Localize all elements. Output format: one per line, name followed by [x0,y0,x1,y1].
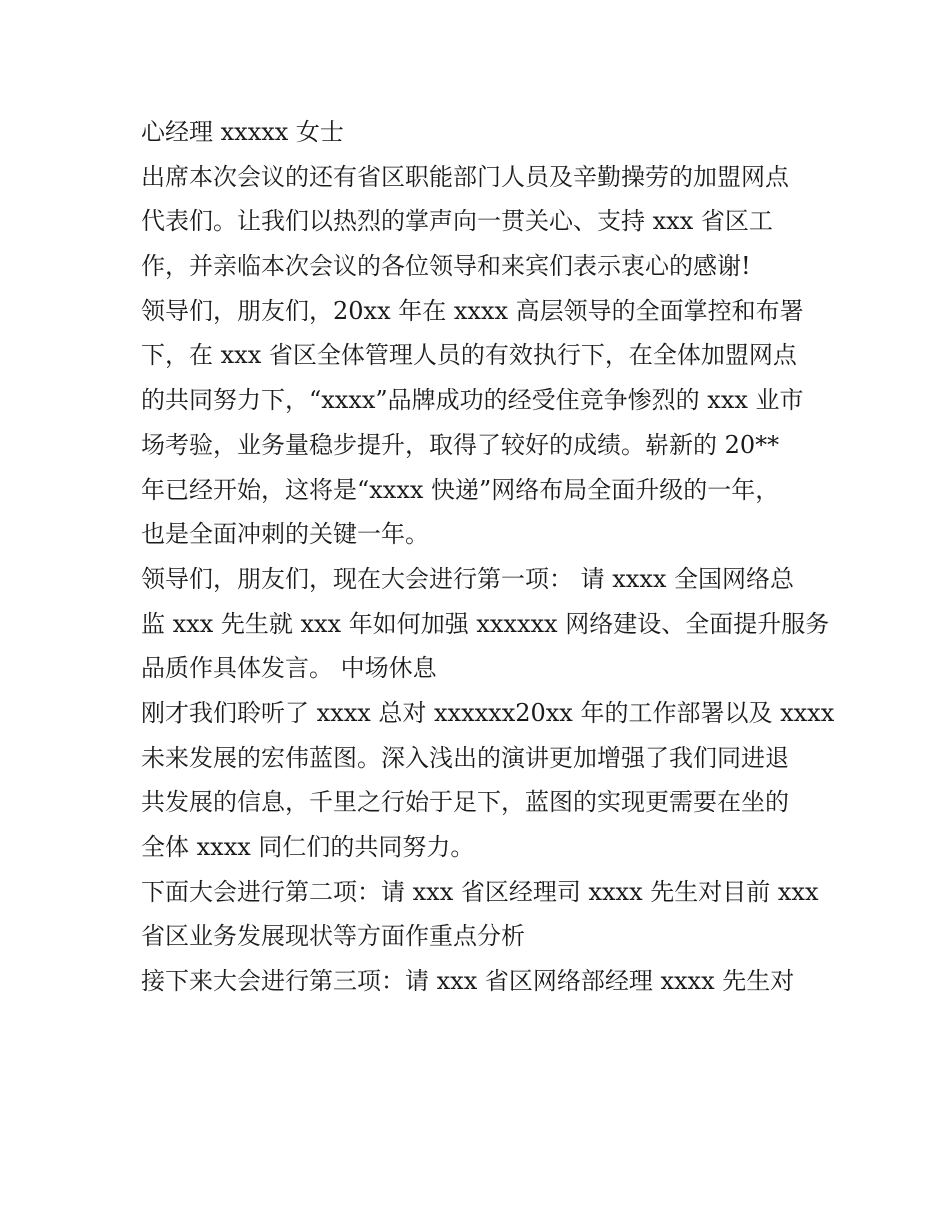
text-line: 接下来大会进行第三项：请 xxx 省区网络部经理 xxxx 先生对 [141,967,795,996]
text-line: 出席本次会议的还有省区职能部门人员及辛勤操劳的加盟网点 [141,162,789,191]
text-line: 代表们。让我们以热烈的掌声向一贯关心、支持 xxx 省区工 [141,207,773,236]
text-line: 领导们，朋友们，现在大会进行第一项： 请 xxxx 全国网络总 [141,564,795,593]
text-line: 场考验，业务量稳步提升，取得了较好的成绩。崭新的 20** [141,430,780,459]
text-line: 心经理 xxxxx 女士 [141,118,344,146]
text-line: 领导们，朋友们，20xx 年在 xxxx 高层领导的全面掌控和布署 [141,296,804,325]
text-line: 未来发展的宏伟蓝图。深入浅出的演讲更加增强了我们同进退 [141,743,789,772]
text-line: 全体 xxxx 同仁们的共同努力。 [141,833,475,861]
text-line: 省区业务发展现状等方面作重点分析 [141,922,525,951]
text-line: 品质作具体发言。 中场休息 [141,654,437,683]
text-line: 下面大会进行第二项：请 xxx 省区经理司 xxxx 先生对目前 xxx [141,877,819,906]
document-body [141,110,835,1004]
text-line: 作，并亲临本次会议的各位领导和来宾们表示衷心的感谢! [141,252,751,281]
text-line: 监 xxx 先生就 xxx 年如何加强 xxxxxx 网络建设、全面提升服务 [141,609,830,638]
text-line: 的共同努力下，“xxxx”品牌成功的经受住竞争惨烈的 xxx 业市 [141,386,804,415]
text-line: 也是全面冲刺的关键一年。 [141,520,429,549]
text-line: 刚才我们聆听了 xxxx 总对 xxxxxx20xx 年的工作部署以及 xxxx [141,698,835,727]
text-line: 共发展的信息，千里之行始于足下，蓝图的实现更需要在坐的 [141,788,789,817]
text-line: 下，在 xxx 省区全体管理人员的有效执行下，在全体加盟网点 [141,341,797,370]
text-line: 年已经开始，这将是“xxxx 快递”网络布局全面升级的一年， [141,475,780,504]
